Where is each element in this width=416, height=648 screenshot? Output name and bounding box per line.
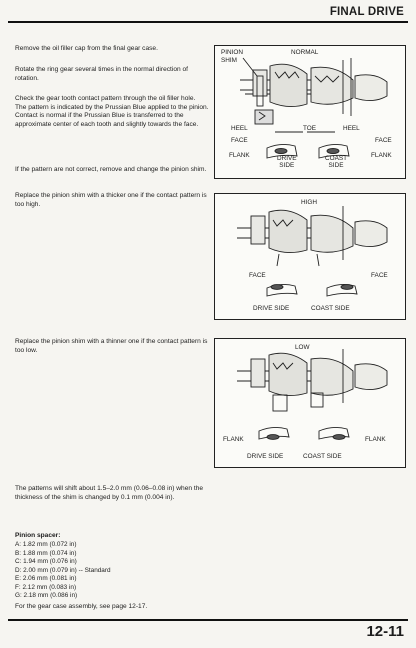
label-shim: SHIM xyxy=(221,57,237,64)
pinion-spacer-title: Pinion spacer: xyxy=(15,532,61,539)
label-drive-side: DRIVE SIDE xyxy=(247,453,284,460)
figure-normal-contact xyxy=(214,45,406,179)
pinion-spacer-list xyxy=(15,541,111,601)
label-flank-right: FLANK xyxy=(365,436,386,443)
label-flank-right: FLANK xyxy=(371,152,392,159)
header-rule xyxy=(8,21,408,23)
label-flank-left: FLANK xyxy=(229,152,250,159)
label-face-left: FACE xyxy=(249,272,266,279)
page-number: 12-11 xyxy=(366,623,404,640)
label-flank-left: FLANK xyxy=(223,436,244,443)
instruction-thinner-shim: Replace the pinion shim with a thinner one if the contact pattern is too low. xyxy=(15,338,208,354)
spacer-item: C: 1.94 mm (0.076 in) xyxy=(15,558,77,565)
spacer-item: F: 2.12 mm (0.083 in) xyxy=(15,583,77,591)
label-coast-side: COAST SIDE xyxy=(311,305,350,312)
label-coast-side: COAST SIDE xyxy=(325,155,348,169)
label-heel-right: HEEL xyxy=(343,125,360,132)
pattern-indicated-line: The pattern is indicated by the Prussian Blue applied to the pinion. xyxy=(15,103,209,111)
label-high: HIGH xyxy=(301,199,317,206)
spacer-item: G: 2.18 mm (0.086 in) xyxy=(15,592,78,599)
spacer-item: B: 1.88 mm (0.074 in) xyxy=(15,549,77,557)
figure-high-contact xyxy=(214,193,406,320)
label-normal: NORMAL xyxy=(291,49,319,56)
spacer-item: D: 2.00 mm (0.079 in) -- Standard xyxy=(15,566,111,574)
label-face-right: FACE xyxy=(371,272,388,279)
label-face-left: FACE xyxy=(231,137,248,144)
instruction-rotate-gear: Rotate the ring gear several times in the normal direction of rotation. xyxy=(15,66,188,82)
check-pattern-line: Check the gear tooth contact pattern through the oil filler hole. xyxy=(15,95,196,102)
label-low: LOW xyxy=(295,344,310,351)
section-title: FINAL DRIVE xyxy=(329,6,404,18)
label-pinion: PINION xyxy=(221,49,244,56)
instruction-check-pattern xyxy=(15,95,209,129)
label-toe: TOE xyxy=(303,125,317,132)
contact-normal-line: Contact is normal if the Prussian Blue is transferred to the approximate center of each tooth and slightly towards the face. xyxy=(15,112,199,128)
label-drive-side: DRIVE SIDE xyxy=(277,155,297,169)
instruction-pattern-shift: The patterns will shift about 1.5–2.0 mm (0.06–0.08 in) when the thickness of the shim is changed by 0.1 mm (0.004 in). xyxy=(15,485,204,501)
label-heel-left: HEEL xyxy=(231,125,248,132)
figure-low-contact xyxy=(214,338,406,468)
spacer-item: A: 1.82 mm (0.072 in) xyxy=(15,541,77,548)
instruction-change-shim: If the pattern are not correct, remove and change the pinion shim. xyxy=(15,166,207,173)
footer-rule xyxy=(8,619,408,621)
instruction-remove-cap: Remove the oil filler cap from the final gear case. xyxy=(15,45,158,52)
instruction-thicker-shim: Replace the pinion shim with a thicker one if the contact pattern is too high. xyxy=(15,192,207,208)
high-gear-illustration xyxy=(215,194,405,319)
label-face-right: FACE xyxy=(375,137,392,144)
low-gear-illustration xyxy=(215,339,405,467)
label-drive-side: DRIVE SIDE xyxy=(253,305,290,312)
spacer-item: E: 2.06 mm (0.081 in) xyxy=(15,575,77,582)
label-coast-side: COAST SIDE xyxy=(303,453,342,460)
instruction-gear-case-ref: For the gear case assembly, see page 12-17. xyxy=(15,603,148,610)
